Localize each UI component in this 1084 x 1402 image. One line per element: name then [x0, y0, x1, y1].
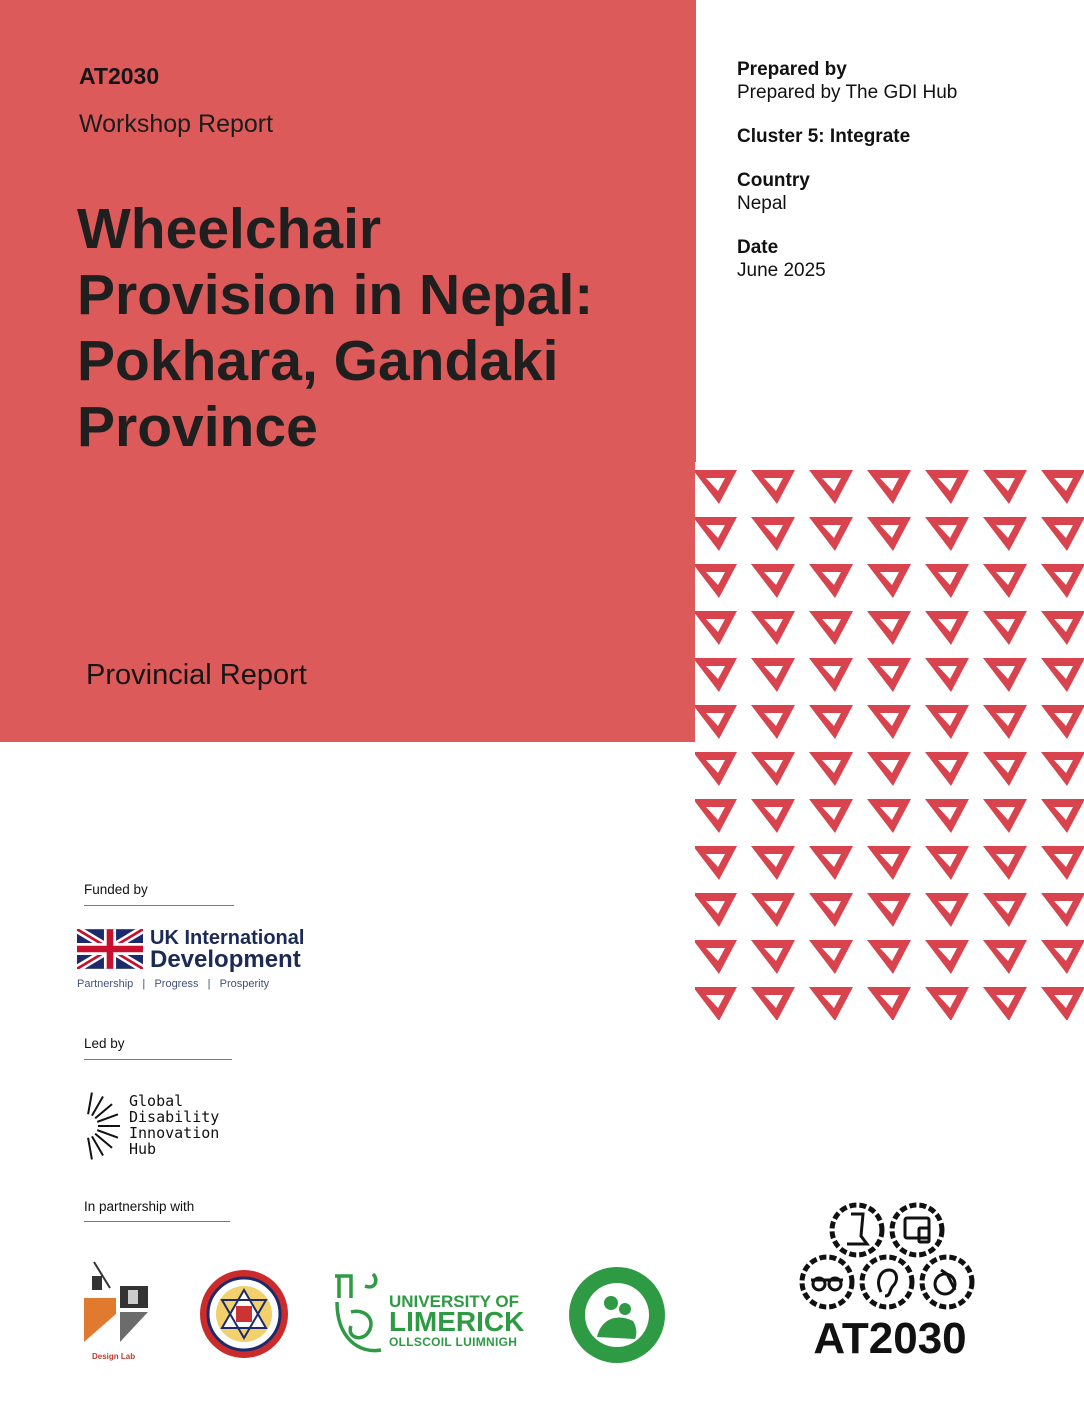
date-group: [737, 236, 1067, 282]
country-label: Country: [737, 170, 810, 191]
uk-international-development-logo: [77, 927, 317, 993]
limerick-line3: OLLSCOIL LUIMNIGH: [389, 1335, 518, 1349]
report-metadata: [737, 58, 1067, 303]
university-seal-icon: [198, 1268, 290, 1360]
gdi-logo-text: [129, 1093, 219, 1157]
uk-logo-line1: UK International: [150, 927, 305, 949]
report-title: [77, 196, 677, 460]
triangle-pattern-graphic: [695, 462, 1084, 1020]
gdi-logo-line: Global: [129, 1092, 184, 1110]
cluster-group: [737, 125, 1067, 148]
section-divider: [84, 1221, 230, 1222]
report-subtitle: Provincial Report: [86, 659, 307, 691]
gdi-hub-logo: [82, 1089, 242, 1161]
triangle-pattern: [695, 462, 1084, 1020]
prepared-by-group: [737, 58, 1067, 104]
country-value: Nepal: [737, 193, 787, 214]
kathmandu-university-seal: [198, 1268, 290, 1360]
cluster-label: Cluster 5: Integrate: [737, 126, 911, 147]
design-lab-text: Design Lab: [92, 1352, 136, 1361]
prepared-by-value: Prepared by The GDI Hub: [737, 82, 958, 103]
funded-by-label: Funded by: [84, 882, 148, 897]
country-group: [737, 169, 1067, 215]
document-type: Workshop Report: [79, 110, 274, 138]
prepared-by-label: Prepared by: [737, 59, 847, 80]
gdi-burst-icon: [82, 1089, 122, 1161]
section-divider: [84, 905, 234, 906]
gdi-logo-line: Disability: [129, 1108, 220, 1126]
at2030-icon-cluster: [795, 1200, 985, 1312]
led-by-label: Led by: [84, 1036, 125, 1051]
design-lab-mark-icon: [80, 1258, 160, 1350]
title-line: Provision in Nepal:: [77, 263, 594, 327]
title-line: Province: [77, 395, 318, 459]
title-line: Pokhara, Gandaki: [77, 329, 559, 393]
limerick-crest-icon: [331, 1268, 387, 1358]
university-of-limerick-logo: [331, 1268, 531, 1358]
partnership-label: In partnership with: [84, 1199, 195, 1214]
design-lab-logo: [80, 1258, 160, 1364]
union-flag-icon: [77, 929, 143, 969]
gdi-logo-line: Hub: [129, 1140, 157, 1158]
limerick-line1: UNIVERSITY OF: [389, 1292, 520, 1311]
cdca-seal: [567, 1265, 667, 1365]
date-label: Date: [737, 237, 779, 258]
uk-logo-line2: Development: [150, 946, 301, 973]
title-line: Wheelchair: [77, 197, 382, 261]
cdca-seal-icon: [567, 1265, 667, 1365]
gdi-logo-line: Innovation: [129, 1124, 220, 1142]
uk-logo-tagline: Partnership | Progress | Prosperity: [77, 978, 270, 990]
series-label: AT2030: [79, 63, 160, 89]
date-value: June 2025: [737, 260, 826, 281]
at2030-logo: [795, 1200, 985, 1362]
limerick-line2: LIMERICK: [389, 1306, 525, 1337]
at2030-wordmark: AT2030: [813, 1314, 967, 1363]
section-divider: [84, 1059, 232, 1060]
